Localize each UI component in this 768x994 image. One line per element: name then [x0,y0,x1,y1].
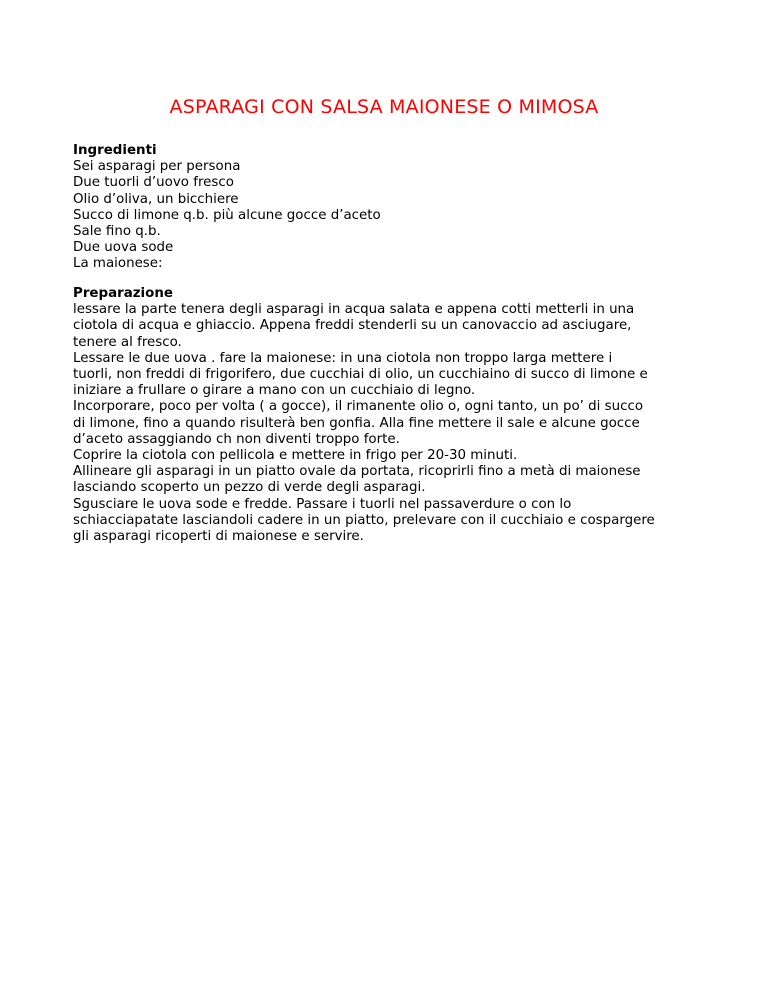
preparation-line: Coprire la ciotola con pellicola e mettere in frigo per 20-30 minuti. [73,448,518,464]
ingredient-line: Due tuorli d’uovo fresco [73,175,234,191]
ingredient-line: Sale fino q.b. [73,224,161,240]
preparation-line: schiacciapatate lasciandoli cadere in un piatto, prelevare con il cucchiaio e cospargere [73,512,655,528]
preparation-line: Lessare le due uova . fare la maionese: in una ciotola non troppo larga mettere i [73,350,613,366]
ingredients-heading: Ingredienti [73,143,157,158]
preparation-line: gli asparagi ricoperti di maionese e servire. [73,529,364,545]
preparation-line: lasciando scoperto un pezzo di verde degli asparagi. [73,480,426,496]
recipe-title: ASPARAGI CON SALSA MAIONESE O MIMOSA [169,96,599,118]
preparation-section [73,286,713,545]
preparation-line: d’aceto assaggiando ch non diventi troppo forte. [73,431,400,447]
ingredient-line: Olio d’oliva, un bicchiere [73,191,239,207]
preparation-line: tenere al fresco. [73,334,182,350]
preparation-line: Incorporare, poco per volta ( a gocce), il rimanente olio o, ogni tanto, un po’ di succo [73,399,644,415]
ingredient-line: Succo di limone q.b. più alcune gocce d’aceto [73,207,381,223]
preparation-line: iniziare a frullare o girare a mano con un cucchiaio di legno. [73,383,476,399]
preparation-line: di limone, fino a quando risulterà ben gonfia. Alla fine mettere il sale e alcune gocce [73,415,640,431]
preparation-line: Sgusciare le uova sode e fredde. Passare i tuorli nel passaverdure o con lo [73,496,572,512]
preparation-line: Allineare gli asparagi in un piatto ovale da portata, ricoprirli fino a metà di maionese [73,464,641,480]
ingredients-section [73,143,713,273]
preparation-line: ciotola di acqua e ghiaccio. Appena freddi stenderli su un canovaccio ad asciugare, [73,318,632,334]
ingredient-line: Sei asparagi per persona [73,159,241,175]
ingredient-line: La maionese: [73,256,163,272]
ingredient-line: Due uova sode [73,240,174,256]
preparation-line: lessare la parte tenera degli asparagi in acqua salata e appena cotti metterli in una [73,302,635,318]
preparation-line: tuorli, non freddi di frigorifero, due cucchiai di olio, un cucchiaino di succo di limone e [73,367,648,383]
preparation-heading: Preparazione [73,286,173,301]
